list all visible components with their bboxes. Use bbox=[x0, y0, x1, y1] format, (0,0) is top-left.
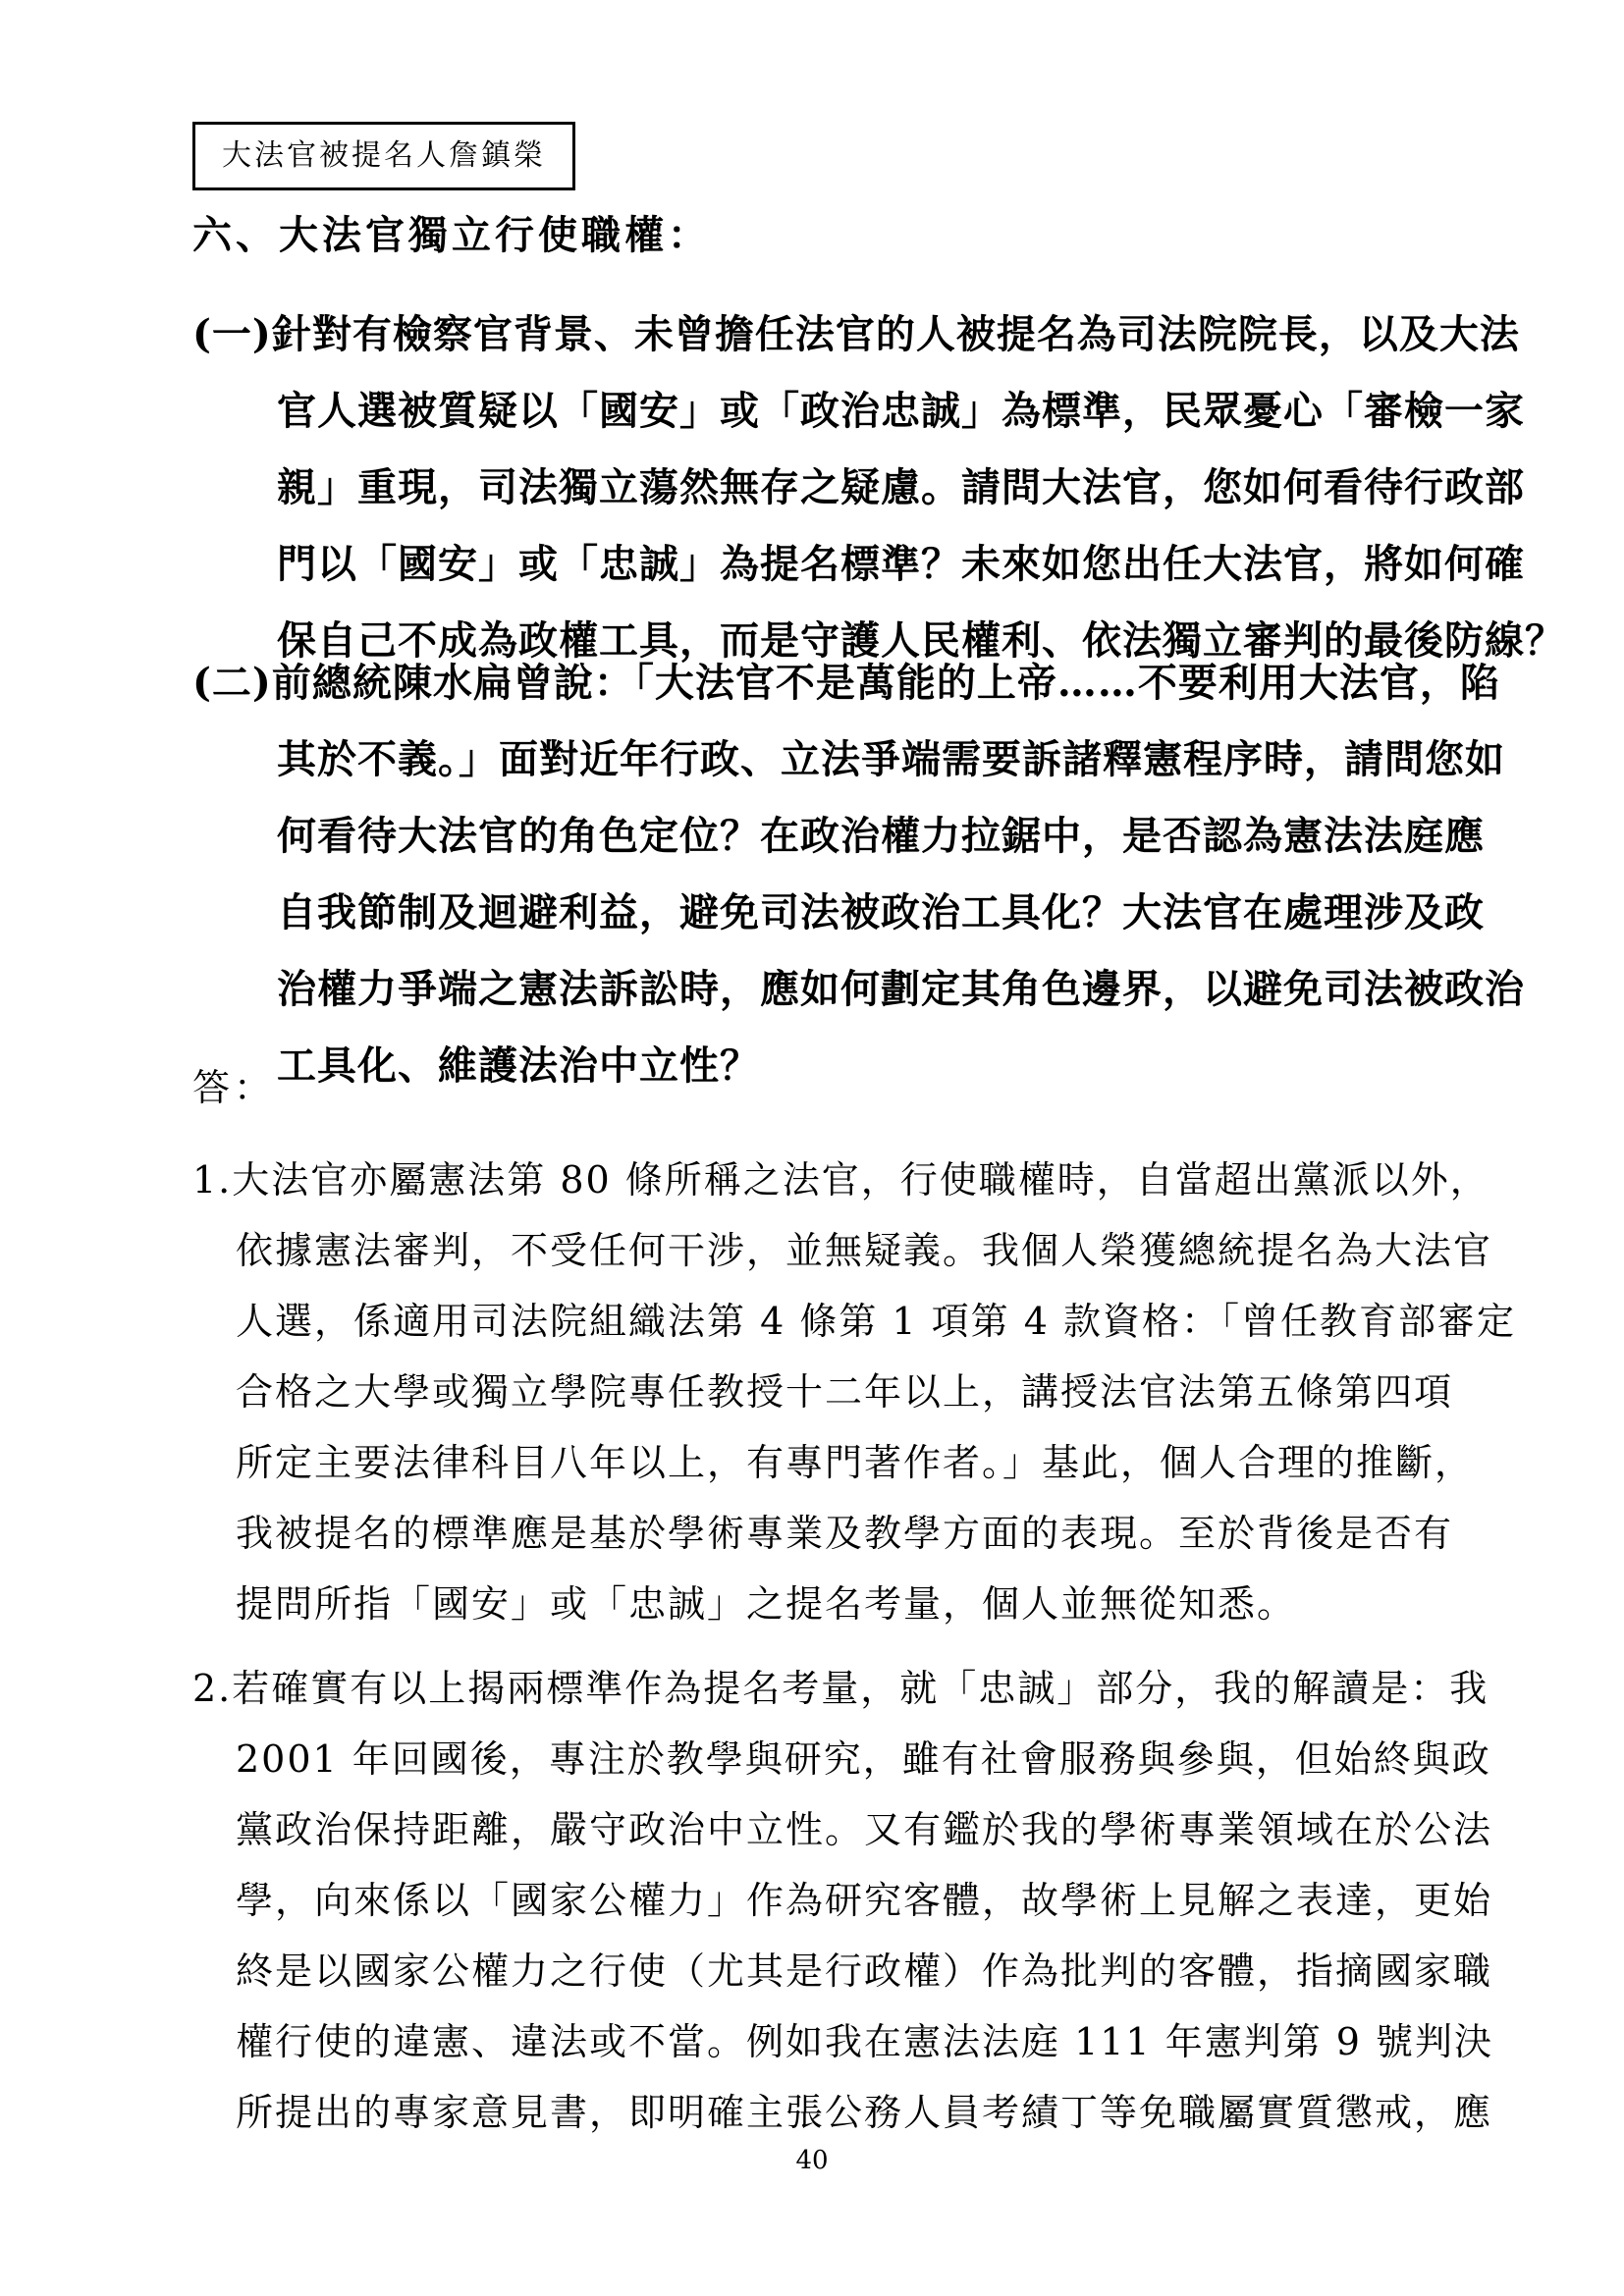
page-number: 40 bbox=[795, 2146, 829, 2175]
question-line: 保自己不成為政權工具，而是守護人民權利、依法獨立審判的最後防線？ bbox=[277, 617, 1565, 664]
answer-line: 我被提名的標準應是基於學術專業及教學方面的表現。至於背後是否有 bbox=[236, 1512, 1454, 1555]
answer-line: 權行使的違憲、違法或不當。例如我在憲法法庭 111 年憲判第 9 號判決 bbox=[236, 2020, 1494, 2063]
answer-line: 所定主要法律科目八年以上，有專門著作者。」基此，個人合理的推斷， bbox=[236, 1441, 1475, 1484]
question-line: 其於不義。」面對近年行政、立法爭端需要訴諸釋憲程序時，請問您如 bbox=[277, 736, 1505, 782]
question-line: (一)針對有檢察官背景、未曾擔任法官的人被提名為司法院院長，以及大法 bbox=[192, 311, 1520, 357]
question-line: 官人選被質疑以「國安」或「政治忠誠」為標準，民眾憂心「審檢一家 bbox=[277, 388, 1525, 434]
answer-line: 學，向來係以「國家公權力」作為研究客體，故學術上見解之表達，更始 bbox=[236, 1879, 1493, 1922]
question-line: (二)前總統陳水扁曾說：「大法官不是萬能的上帝……不要利用大法官，陷 bbox=[192, 660, 1500, 706]
answer-line: 2001 年回國後，專注於教學與研究，雖有社會服務與參與，但始終與政 bbox=[236, 1737, 1491, 1781]
answer-line: 2.若確實有以上揭兩標準作為提名考量，就「忠誠」部分，我的解讀是：我 bbox=[192, 1667, 1489, 1710]
question-line: 工具化、維護法治中立性？ bbox=[277, 1042, 760, 1089]
question-line: 治權力爭端之憲法訴訟時，應如何劃定其角色邊界，以避免司法被政治 bbox=[277, 966, 1525, 1012]
question-line: 親」重現，司法獨立蕩然無存之疑慮。請問大法官，您如何看待行政部 bbox=[277, 464, 1525, 510]
answer-line: 依據憲法審判，不受任何干涉，並無疑義。我個人榮獲總統提名為大法官 bbox=[236, 1229, 1493, 1272]
question-line: 門以「國安」或「忠誠」為提名標準？未來如您出任大法官，將如何確 bbox=[277, 541, 1525, 587]
section-heading: 六、大法官獨立行使職權： bbox=[192, 212, 711, 258]
question-line: 何看待大法官的角色定位？在政治權力拉鋸中，是否認為憲法法庭應 bbox=[277, 813, 1485, 859]
answer-line: 所提出的專家意見書，即明確主張公務人員考績丁等免職屬實質懲戒，應 bbox=[236, 2091, 1493, 2134]
answer-line: 合格之大學或獨立學院專任教授十二年以上，講授法官法第五條第四項 bbox=[236, 1370, 1454, 1414]
answer-line: 1.大法官亦屬憲法第 80 條所稱之法官，行使職權時，自當超出黨派以外， bbox=[192, 1158, 1489, 1201]
nominee-label-box: 大法官被提名人詹鎮榮 bbox=[192, 122, 575, 190]
answer-line: 黨政治保持距離，嚴守政治中立性。又有鑑於我的學術專業領域在於公法 bbox=[236, 1808, 1493, 1851]
answer-label: 答： bbox=[192, 1066, 276, 1109]
question-line: 自我節制及迴避利益，避免司法被政治工具化？大法官在處理涉及政 bbox=[277, 889, 1485, 935]
answer-line: 人選，係適用司法院組織法第 4 條第 1 項第 4 款資格：「曾任教育部審定 bbox=[236, 1300, 1517, 1343]
answer-line: 提問所指「國安」或「忠誠」之提名考量，個人並無從知悉。 bbox=[236, 1582, 1297, 1626]
answer-line: 終是以國家公權力之行使（尤其是行政權）作為批判的客體，指摘國家職 bbox=[236, 1949, 1493, 1993]
